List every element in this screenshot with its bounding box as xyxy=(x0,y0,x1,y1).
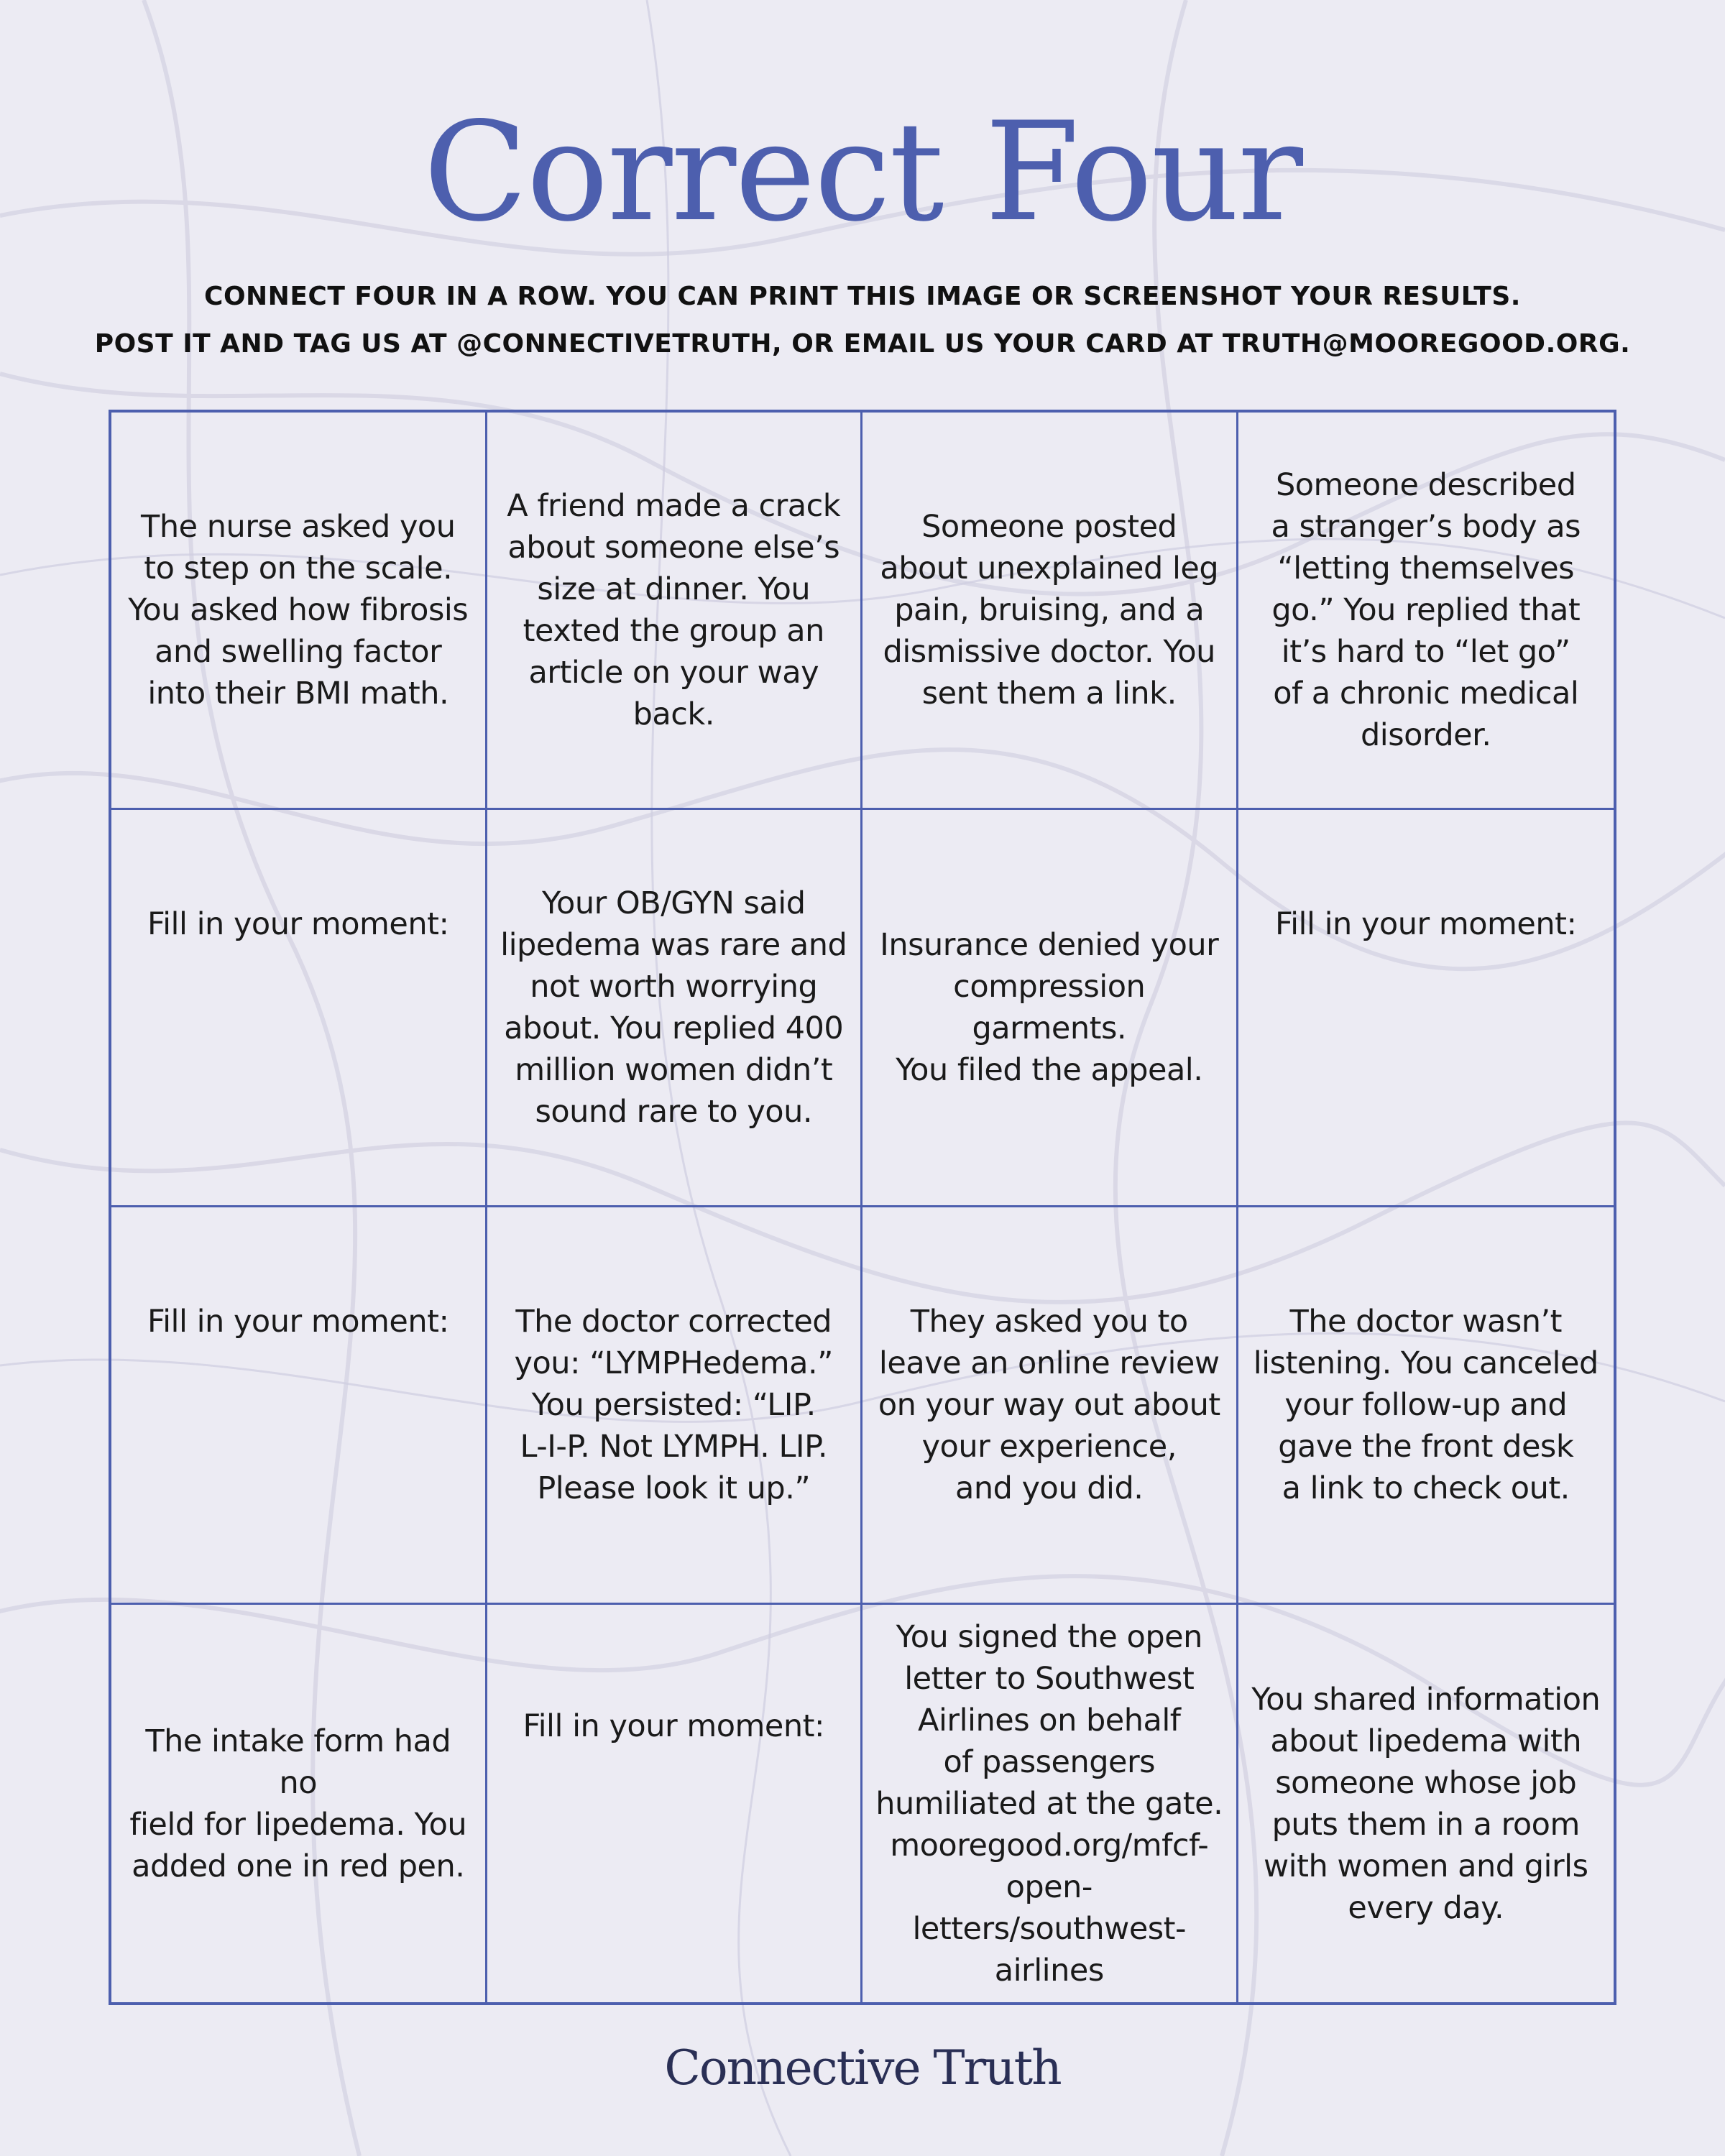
brand-logo: Connective Truth xyxy=(664,2040,1061,2096)
fill-in-prompt: Fill in your moment: xyxy=(147,1304,449,1340)
cell-text: You signed the open letter to Southwest Airlines on behalf of passengers humiliated at the gate. mooregood.org/mfcf- open-letters/southwest- airlines xyxy=(875,1618,1223,1989)
cell-text: The intake form had no field for lipedema. You added one in red pen. xyxy=(129,1723,467,1884)
board-cell[interactable] xyxy=(487,810,863,1207)
fill-in-prompt: Fill in your moment: xyxy=(1275,906,1577,942)
board-cell[interactable] xyxy=(487,1207,863,1605)
cell-text: Insurance denied your compression garments. You filed the appeal. xyxy=(880,927,1219,1088)
cell-text: The doctor wasn’t listening. You canceled your follow-up and gave the front desk a link to check out. xyxy=(1253,1304,1598,1506)
fill-in-prompt: Fill in your moment: xyxy=(147,906,449,942)
cell-text: The nurse asked you to step on the scale. You asked how fibrosis and swelling factor into their BMI math. xyxy=(128,509,469,711)
page-title: Correct Four xyxy=(423,93,1302,252)
instructions-line-2: POST IT AND TAG US AT @CONNECTIVETRUTH, OR EMAIL US YOUR CARD AT TRUTH@MOOREGOOD.ORG. xyxy=(94,329,1631,359)
cell-text: Someone posted about unexplained leg pain, bruising, and a dismissive doctor. You sent them a link. xyxy=(880,509,1219,711)
board-cell[interactable] xyxy=(862,413,1238,810)
board-cell[interactable] xyxy=(1238,413,1614,810)
fill-in-cell[interactable] xyxy=(111,810,487,1207)
cell-text: A friend made a crack about someone else’s size at dinner. You texted the group an article on your way back. xyxy=(507,488,841,732)
cell-text: They asked you to leave an online review on your way out about your experience, and you did. xyxy=(878,1304,1220,1506)
fill-in-prompt: Fill in your moment: xyxy=(523,1708,824,1744)
bingo-board xyxy=(109,410,1616,2005)
board-cell[interactable] xyxy=(1238,1605,1614,2002)
board-cell[interactable] xyxy=(862,1207,1238,1605)
board-cell[interactable] xyxy=(862,1605,1238,2002)
board-cell[interactable] xyxy=(487,413,863,810)
board-cell[interactable] xyxy=(111,413,487,810)
board-cell[interactable] xyxy=(111,1605,487,2002)
board-cell[interactable] xyxy=(1238,1207,1614,1605)
cell-text: Your OB/GYN said lipedema was rare and not worth worrying about. You replied 400 million women didn’t sound rare to you. xyxy=(500,885,847,1130)
cell-text: The doctor corrected you: “LYMPHedema.” You persisted: “LIP. L-I-P. Not LYMPH. LIP. Please look it up.” xyxy=(514,1304,833,1506)
fill-in-cell[interactable] xyxy=(111,1207,487,1605)
fill-in-cell[interactable] xyxy=(487,1605,863,2002)
instructions xyxy=(0,273,1725,368)
fill-in-cell[interactable] xyxy=(1238,810,1614,1207)
cell-text: Someone described a stranger’s body as “letting themselves go.” You replied that it’s hard to “let go” of a chronic medical disorder. xyxy=(1271,467,1581,753)
cell-text: You shared information about lipedema with someone whose job puts them in a room with women and girls every day. xyxy=(1251,1681,1601,1926)
instructions-line-1: CONNECT FOUR IN A ROW. YOU CAN PRINT THIS IMAGE OR SCREENSHOT YOUR RESULTS. xyxy=(204,282,1521,311)
board-cell[interactable] xyxy=(862,810,1238,1207)
